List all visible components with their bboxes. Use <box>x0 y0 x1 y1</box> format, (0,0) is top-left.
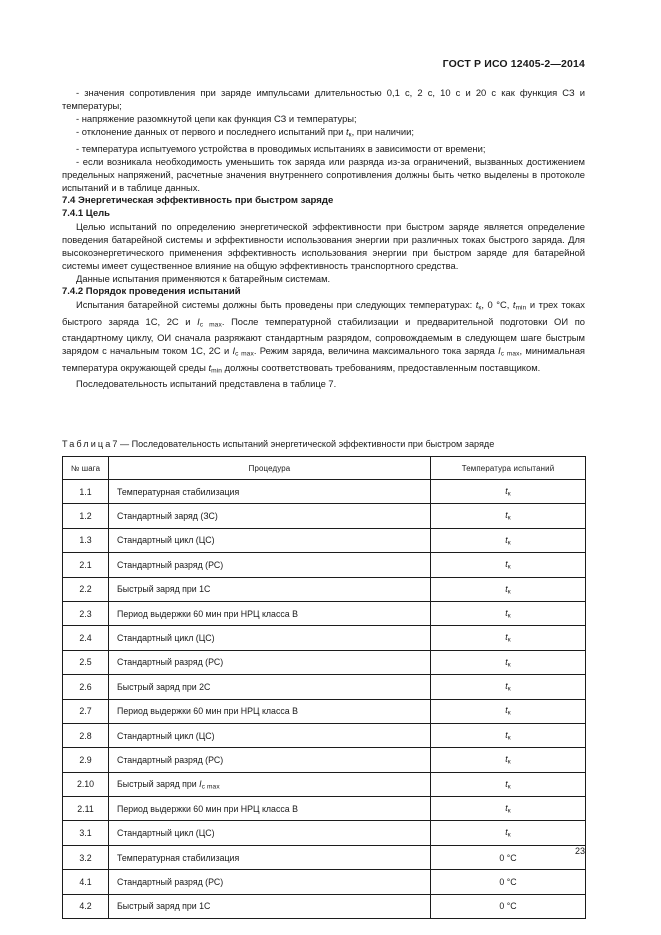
cell-step: 2.4 <box>63 626 109 650</box>
table-row <box>63 528 586 552</box>
section-heading-7-4-1: 7.4.1 Цель <box>62 207 110 219</box>
cell-step: 2.3 <box>63 601 109 625</box>
cell-step: 2.9 <box>63 748 109 772</box>
cell-procedure: Стандартный разряд (РС) <box>109 870 431 894</box>
cell-temperature: 0 °С <box>431 845 586 869</box>
cell-temperature: $t_к$ <box>431 480 586 504</box>
cell-procedure: Быстрый заряд при $I_{c max}$ <box>109 772 431 796</box>
running-header-standard-title: ГОСТ Р ИСО 12405-2—2014 <box>442 58 585 70</box>
paragraph-7-4-2-sequence-ref: Последовательность испытаний представлена в таблице 7. <box>76 378 337 390</box>
cell-temperature: $t_к$ <box>431 748 586 772</box>
cell-temperature: $t_к$ <box>431 553 586 577</box>
cell-procedure: Быстрый заряд при 1С <box>109 577 431 601</box>
table-caption-number: 7 <box>112 439 118 449</box>
table-header-row <box>63 457 586 480</box>
table-row <box>63 723 586 747</box>
cell-temperature: $t_к$ <box>431 821 586 845</box>
cell-procedure: Период выдержки 60 мин при НРЦ класса В <box>109 601 431 625</box>
paragraph-7-4-2-procedure: Испытания батарейной системы должны быть проведены при следующих температурах: $t_к$, 0 °С, $t_{min}$ и трех токах быстрого заряда 1С, 2С и $I_{c max}$. После температурной стабилизации и предварительной подготовки ОИ по стандартному циклу, ОИ сначала разряжают стандартным разрядом, сопровождаемым в следующем шаге быстрым зарядом с начальным током 1С, 2С и $I_{c max}$. Режим заряда, величина максимального тока заряда $I_{c max}$, минимальная температура окружающей среды $t_{min}$ должны соответствовать требованиям, предоставленным поставщиком. <box>62 299 585 374</box>
cell-step: 1.2 <box>63 504 109 528</box>
cell-temperature: $t_к$ <box>431 650 586 674</box>
cell-procedure: Период выдержки 60 мин при НРЦ класса В <box>109 699 431 723</box>
cell-procedure: Стандартный разряд (РС) <box>109 748 431 772</box>
column-header-temperature: Температура испытаний <box>431 457 586 480</box>
cell-procedure: Стандартный заряд (ЗС) <box>109 504 431 528</box>
cell-temperature: 0 °С <box>431 894 586 918</box>
bullet-current-reduction: - если возникала необходимость уменьшить ток заряда или разряда из-за ограничений, вызванных достижением предельных напряжений, расчетные значения внутреннего сопротивления должны быть четко выделены в протоколе испытаний и в таблице данных. <box>62 155 585 193</box>
table-row <box>63 601 586 625</box>
cell-step: 3.1 <box>63 821 109 845</box>
cell-procedure: Температурная стабилизация <box>109 480 431 504</box>
cell-procedure: Быстрый заряд при 1С <box>109 894 431 918</box>
table-row <box>63 650 586 674</box>
bullet-data-deviation: - отклонение данных от первого и последнего испытаний при $t_к$, при наличии; <box>76 126 414 139</box>
table-caption-text: Последовательность испытаний энергетической эффективности при быстром заряде <box>131 439 495 449</box>
table-row <box>63 699 586 723</box>
cell-step: 2.6 <box>63 675 109 699</box>
cell-step: 4.2 <box>63 894 109 918</box>
cell-step: 1.1 <box>63 480 109 504</box>
cell-step: 3.2 <box>63 845 109 869</box>
cell-temperature: 0 °С <box>431 870 586 894</box>
cell-procedure: Температурная стабилизация <box>109 845 431 869</box>
table-caption-dash: — <box>119 439 130 449</box>
table-row <box>63 626 586 650</box>
cell-step: 2.2 <box>63 577 109 601</box>
cell-temperature: $t_к$ <box>431 626 586 650</box>
cell-step: 1.3 <box>63 528 109 552</box>
cell-procedure: Стандартный цикл (ЦС) <box>109 626 431 650</box>
table-row <box>63 553 586 577</box>
cell-procedure: Стандартный цикл (ЦС) <box>109 723 431 747</box>
cell-step: 2.10 <box>63 772 109 796</box>
cell-procedure: Стандартный разряд (РС) <box>109 650 431 674</box>
document-body <box>62 86 585 390</box>
cell-step: 2.1 <box>63 553 109 577</box>
cell-temperature: $t_к$ <box>431 504 586 528</box>
cell-temperature: $t_к$ <box>431 797 586 821</box>
table-row <box>63 821 586 845</box>
cell-temperature: $t_к$ <box>431 528 586 552</box>
column-header-procedure: Процедура <box>109 457 431 480</box>
paragraph-7-4-1-applicability: Данные испытания применяются к батарейным системам. <box>76 273 331 284</box>
cell-step: 2.8 <box>63 723 109 747</box>
cell-procedure: Период выдержки 60 мин при НРЦ класса В <box>109 797 431 821</box>
cell-procedure: Стандартный разряд (РС) <box>109 553 431 577</box>
cell-procedure: Быстрый заряд при 2С <box>109 675 431 699</box>
table-row <box>63 894 586 918</box>
cell-step: 4.1 <box>63 870 109 894</box>
table-row <box>63 748 586 772</box>
cell-procedure: Стандартный цикл (ЦС) <box>109 821 431 845</box>
bullet-device-temperature: - температура испытуемого устройства в проводимых испытаниях в зависимости от времени; <box>76 142 486 154</box>
table-row <box>63 870 586 894</box>
cell-temperature: $t_к$ <box>431 601 586 625</box>
section-heading-7-4-2: 7.4.2 Порядок проведения испытаний <box>62 286 241 298</box>
table-row <box>63 480 586 504</box>
cell-temperature: $t_к$ <box>431 772 586 796</box>
table-caption-label: Таблица <box>62 439 113 449</box>
table-row <box>63 504 586 528</box>
bullet-open-circuit-voltage: - напряжение разомкнутой цепи как функция СЗ и температуры; <box>76 113 357 125</box>
page-number: 23 <box>574 846 585 856</box>
bullet-resistance-values: - значения сопротивления при заряде импульсами длительностью 0,1 с, 2 с, 10 с и 20 с как функция СЗ и температуры; <box>62 87 585 112</box>
cell-temperature: $t_к$ <box>431 675 586 699</box>
cell-step: 2.7 <box>63 699 109 723</box>
cell-temperature: $t_к$ <box>431 723 586 747</box>
table-row <box>63 577 586 601</box>
cell-temperature: $t_к$ <box>431 699 586 723</box>
table-row <box>63 845 586 869</box>
cell-step: 2.11 <box>63 797 109 821</box>
table-body <box>63 480 586 919</box>
cell-procedure: Стандартный цикл (ЦС) <box>109 528 431 552</box>
column-header-step: № шага <box>63 457 109 480</box>
table-caption <box>62 438 494 450</box>
test-sequence-table <box>62 456 586 919</box>
table-row <box>63 675 586 699</box>
section-heading-7-4: 7.4 Энергетическая эффективность при быстром заряде <box>62 194 334 206</box>
cell-temperature: $t_к$ <box>431 577 586 601</box>
paragraph-7-4-1-purpose: Целью испытаний по определению энергетической эффективности при быстром заряде является определение поведения батарейной системы и эффективности использования энергии при различных токах быстрого заряда. Для высокоэнергетического применения эффективность использования энергии при быстром заряде для батарейной системы имеет существенное влияние на общую эффективность транспортного средства. <box>62 220 585 271</box>
table-row <box>63 797 586 821</box>
table-row <box>63 772 586 796</box>
cell-step: 2.5 <box>63 650 109 674</box>
